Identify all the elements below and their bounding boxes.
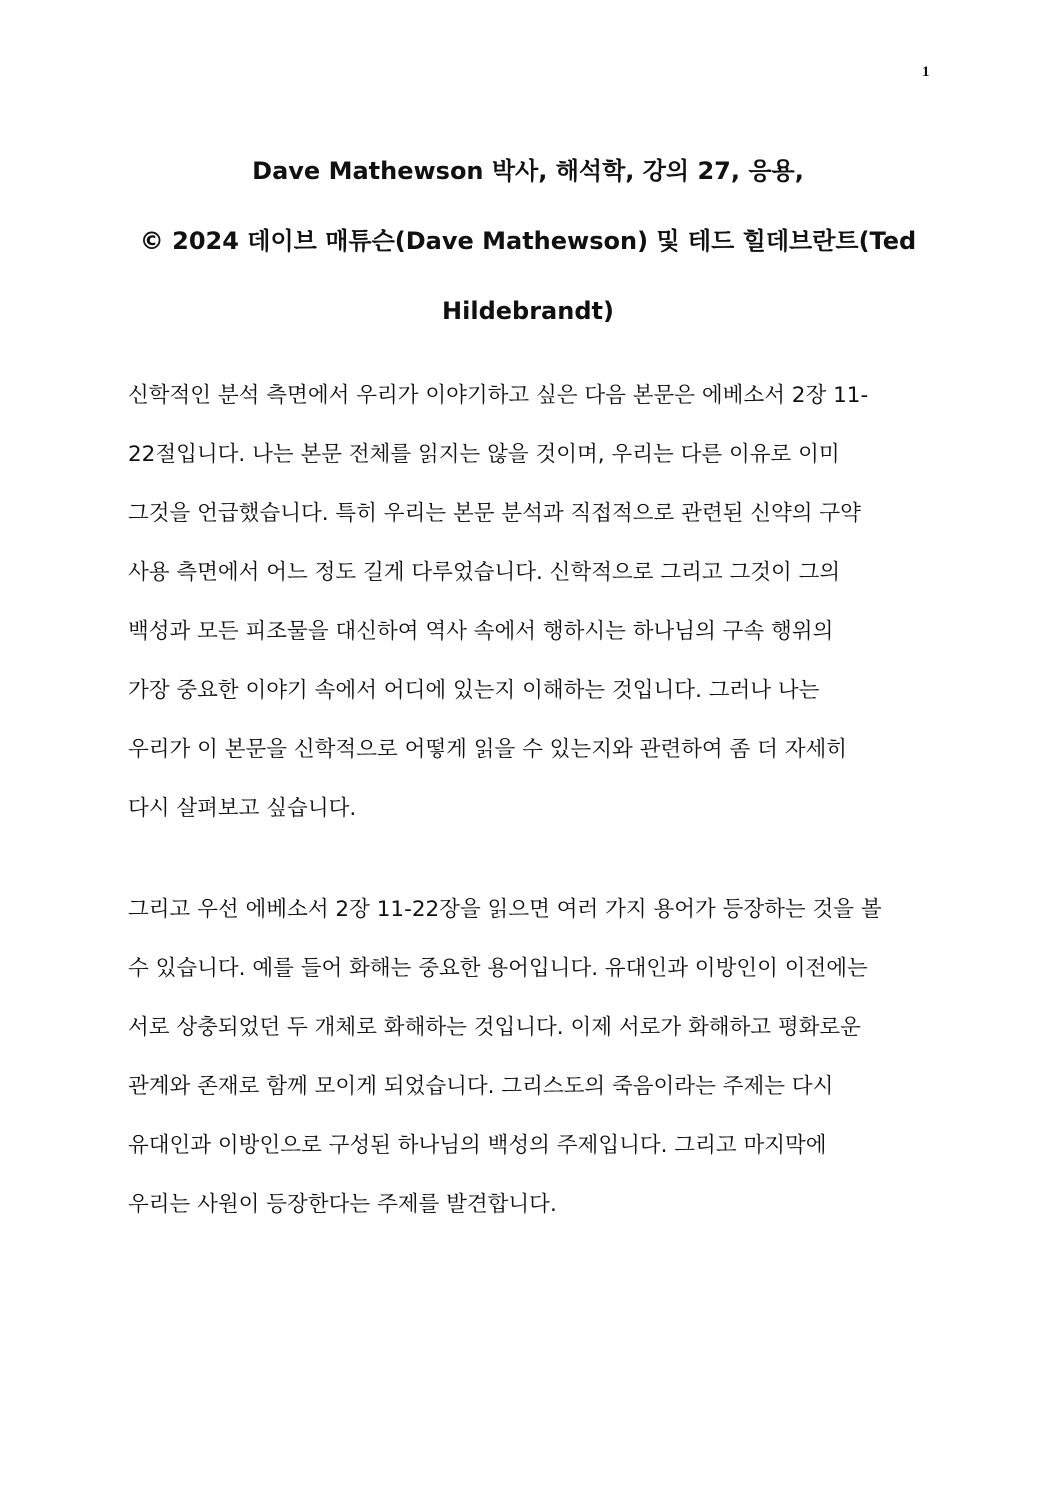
paragraph-line: 우리가 이 본문을 신학적으로 어떻게 읽을 수 있는지와 관련하여 좀 더 자세히 xyxy=(128,737,848,762)
document-title xyxy=(128,136,928,346)
paragraph-line: 관계와 존재로 함께 모이게 되었습니다. 그리스도의 죽음이라는 주제는 다시 xyxy=(128,1074,834,1099)
paragraph-line: 백성과 모든 피조물을 대신하여 역사 속에서 행하시는 하나님의 구속 행위의 xyxy=(128,619,834,644)
paragraph-line: 가장 중요한 이야기 속에서 어디에 있는지 이해하는 것입니다. 그러나 나는 xyxy=(128,678,820,703)
page-number: 1 xyxy=(922,64,930,80)
paragraph-line: 다시 살펴보고 싶습니다. xyxy=(128,796,357,821)
paragraph-line: 22절입니다. 나는 본문 전체를 읽지는 않을 것이며, 우리는 다른 이유로 이미 xyxy=(128,442,840,467)
paragraph-line: 그것을 언급했습니다. 특히 우리는 본문 분석과 직접적으로 관련된 신약의 구약 xyxy=(128,501,861,526)
paragraph-line: 우리는 사원이 등장한다는 주제를 발견합니다. xyxy=(128,1192,557,1217)
paragraph-line: 수 있습니다. 예를 들어 화해는 중요한 용어입니다. 유대인과 이방인이 이전에는 xyxy=(128,956,868,981)
body-paragraph-2 xyxy=(128,880,938,1234)
paragraph-line: 사용 측면에서 어느 정도 길게 다루었습니다. 신학적으로 그리고 그것이 그의 xyxy=(128,560,841,585)
paragraph-line: 그리고 우선 에베소서 2장 11-22장을 읽으면 여러 가지 용어가 등장하는 것을 볼 xyxy=(128,897,882,922)
title-line-1: Dave Mathewson 박사, 해석학, 강의 27, 응용, xyxy=(252,157,804,185)
body-paragraph-1 xyxy=(128,366,938,838)
paragraph-line: 서로 상충되었던 두 개체로 화해하는 것입니다. 이제 서로가 화해하고 평화로운 xyxy=(128,1015,861,1040)
paragraph-line: 신학적인 분석 측면에서 우리가 이야기하고 싶은 다음 본문은 에베소서 2장 11- xyxy=(128,383,869,408)
paragraph-line: 유대인과 이방인으로 구성된 하나님의 백성의 주제입니다. 그리고 마지막에 xyxy=(128,1133,827,1158)
title-line-2: © 2024 데이브 매튜슨(Dave Mathewson) 및 테드 힐데브란트(Ted xyxy=(139,227,917,255)
title-line-3: Hildebrandt) xyxy=(442,297,614,325)
